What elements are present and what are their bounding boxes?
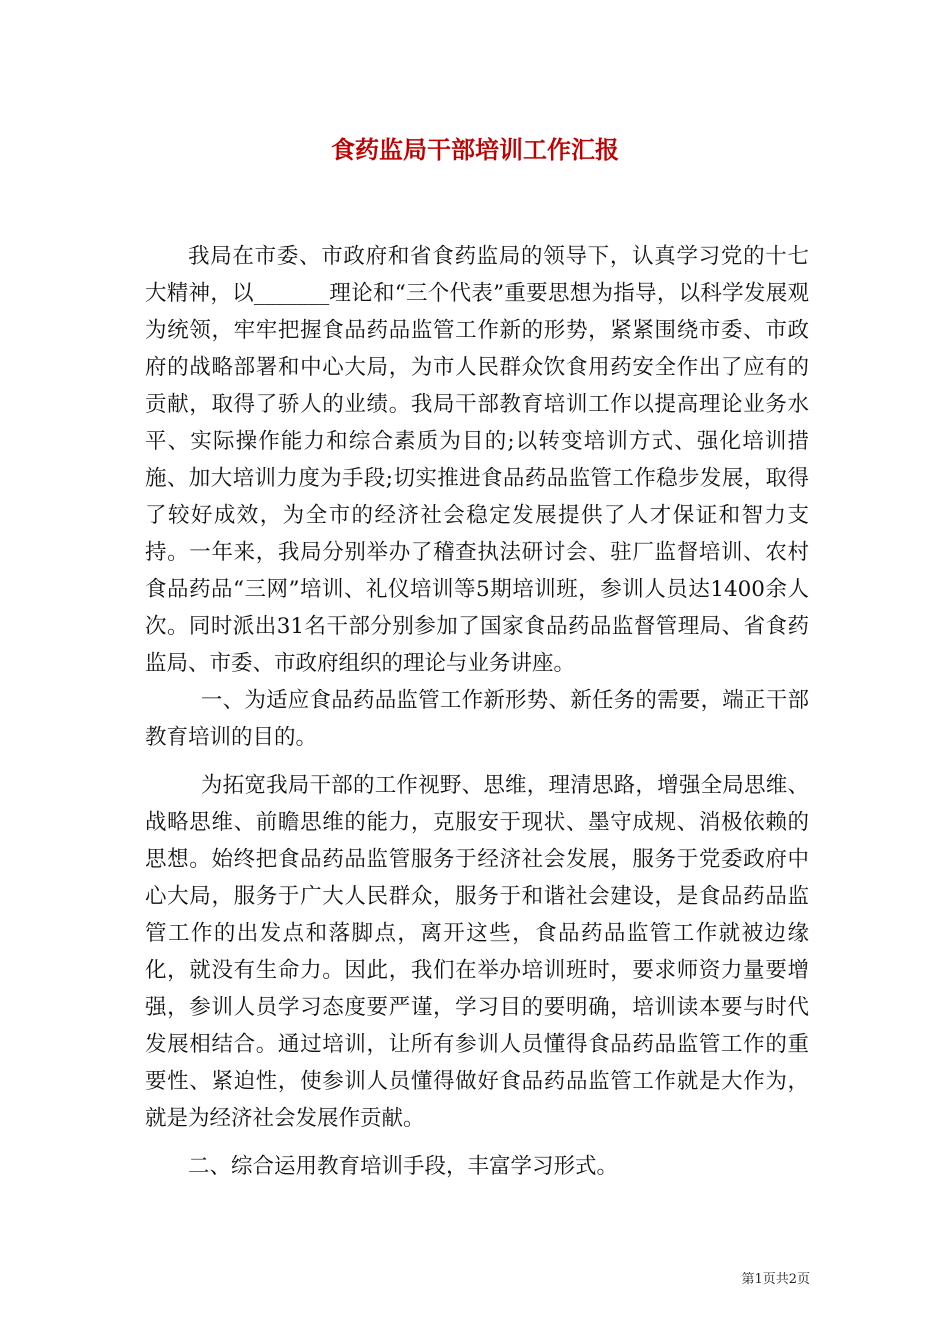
paragraph-section-1: 为拓宽我局干部的工作视野、思维，理清思路，增强全局思维、战略思维、前瞻思维的能力，克服安于现状、墨守成规、消极依赖的思想。始终把食品药品监管服务于经济社会发展，服务于党委政府中心大局，服务于广大人民群众，服务于和谐社会建设，是食品药品监管工作的出发点和落脚点，离开这些，食品药品监管工作就被边缘化，就没有生命力。因此，我们在举办培训班时，要求师资力量要增强，参训人员学习态度要严谨，学习目的要明确，培训读本要与时代发展相结合。通过培训，让所有参训人员懂得食品药品监管工作的重要性、紧迫性，使参训人员懂得做好食品药品监管工作就是大作为，就是为经济社会发展作贡献。 (145, 773, 809, 1131)
document-body (145, 238, 809, 1185)
section-heading-2: 二、综合运用教育培训手段，丰富学习形式。 (188, 1154, 619, 1179)
paragraph-intro: 我局在市委、市政府和省食药监局的领导下，认真学习党的十七大精神，以_______理论和“三个代表”重要思想为指导，以科学发展观为统领，牢牢把握食品药品监管工作新的形势，紧紧围绕市委、市政府的战略部署和中心大局，为市人民群众饮食用药安全作出了应有的贡献，取得了骄人的业绩。我局干部教育培训工作以提高理论业务水平、实际操作能力和综合素质为目的;以转变培训方式、强化培训措施、加大培训力度为手段;切实推进食品药品监管工作稳步发展，取得了较好成效，为全市的经济社会稳定发展提供了人才保证和智力支持。一年来，我局分别举办了稽查执法研讨会、驻厂监督培训、农村食品药品“三网”培训、礼仪培训等5期培训班，参训人员达1400余人次。同时派出31名干部分别参加了国家食品药品监督管理局、省食药监局、市委、市政府组织的理论与业务讲座。 (145, 244, 809, 676)
section-heading-1: 一、为适应食品药品监管工作新形势、新任务的需要，端正干部教育培训的目的。 (145, 688, 809, 750)
page-number: 第1页共2页 (741, 1272, 810, 1287)
document-title: 食药监局干部培训工作汇报 (331, 135, 619, 164)
